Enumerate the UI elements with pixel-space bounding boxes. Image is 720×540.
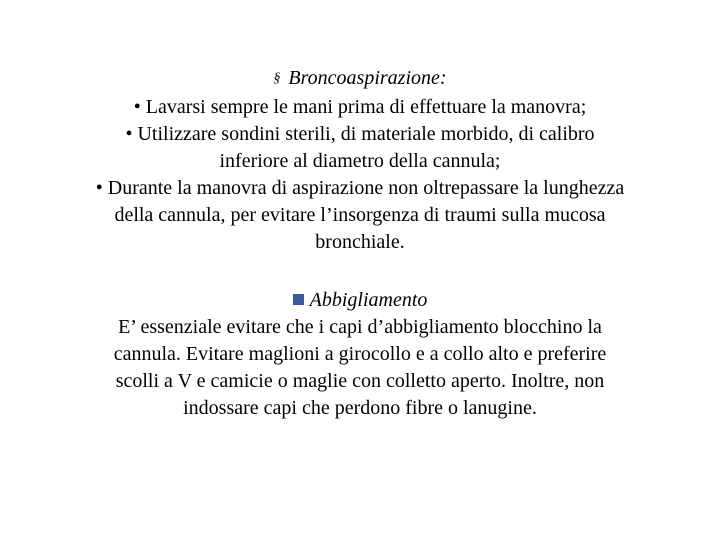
abbigliamento-heading-text: Abbigliamento bbox=[309, 289, 428, 311]
text-line: indossare capi che perdono fibre o lanugine. bbox=[183, 397, 537, 419]
abbigliamento-heading bbox=[60, 287, 660, 314]
text-line: bronchiale. bbox=[315, 231, 405, 253]
text-line: • Lavarsi sempre le mani prima di effettuare la manovra; bbox=[133, 96, 587, 118]
broncoaspirazione-heading-text: Broncoaspirazione: bbox=[288, 67, 447, 89]
text-line: • Utilizzare sondini sterili, di materiale morbido, di calibro bbox=[125, 123, 595, 145]
broncoaspirazione-heading bbox=[60, 65, 660, 94]
square-bullet-icon bbox=[293, 294, 304, 305]
text-line: cannula. Evitare maglioni a girocollo e a collo alto e preferire bbox=[113, 343, 607, 365]
section-bullet-icon: § bbox=[273, 71, 281, 86]
text-line: E’ essenziale evitare che i capi d’abbigliamento blocchino la bbox=[118, 316, 602, 338]
text-line: scolli a V e camicie o maglie con colletto aperto. Inoltre, non bbox=[115, 370, 605, 392]
text-line: inferiore al diametro della cannula; bbox=[219, 150, 501, 172]
text-line: della cannula, per evitare l’insorgenza di traumi sulla mucosa bbox=[114, 204, 606, 226]
text-line: • Durante la manovra di aspirazione non oltrepassare la lunghezza bbox=[95, 177, 625, 199]
broncoaspirazione-section bbox=[60, 65, 660, 256]
abbigliamento-section bbox=[60, 287, 660, 422]
